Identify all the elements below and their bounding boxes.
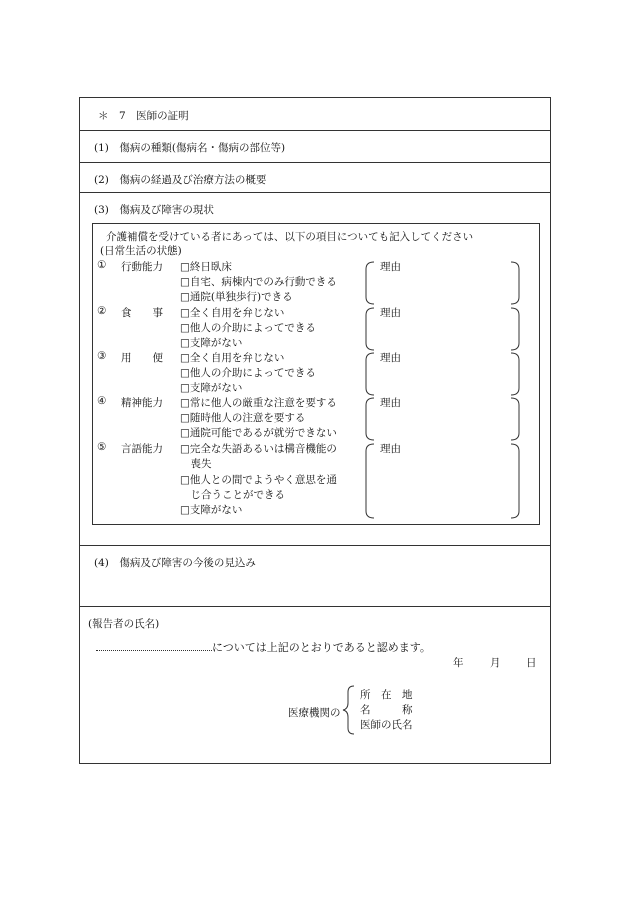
institution-prefix: 医療機関の [288,707,341,719]
category-1-right-bracket [510,261,520,305]
course-label: (2) 傷病の経過及び治療方法の概要 [94,174,267,186]
category-1-reason-label: 理由 [380,261,401,273]
care-compensation-box [92,223,540,525]
category-3-reason-label: 理由 [380,352,401,364]
category-4-reason-label: 理由 [380,397,401,409]
reporter-label: (報告者の氏名) [88,618,160,630]
status-row [80,193,550,546]
category-5-reason-label: 理由 [380,443,401,455]
institution-address-label: 所 在 地 [360,689,413,701]
category-5-option-1[interactable]: □完全な失語あるいは構音機能の [180,443,337,455]
category-2-num: ② [97,305,107,317]
category-1-option-2[interactable]: □自宅、病棟内でのみ行動できる [180,276,337,288]
category-5-left-bracket [365,443,375,519]
section-title: ＊ 7 医師の証明 [98,110,189,122]
category-3-left-bracket [365,352,375,396]
category-2-reason-label: 理由 [380,307,401,319]
category-2-left-bracket [365,307,375,351]
category-5-option-1-cont: 喪失 [180,458,212,470]
physician-name-label: 医師の氏名 [360,719,413,731]
category-1-option-3[interactable]: □通院(単独歩行)できる [180,291,293,303]
care-subtitle: (日常生活の状態) [100,245,182,257]
institution-name-label: 名 称 [360,704,413,716]
category-5-option-3[interactable]: □支障がない [180,504,243,516]
reporter-statement: については上記のとおりであると認めます。 [212,641,431,654]
category-3-num: ③ [97,350,107,362]
date-year-label: 年 [453,657,464,669]
reporter-name-line[interactable] [96,639,431,655]
category-2-option-1[interactable]: □全く自用を弁じない [180,307,285,319]
category-1-num: ① [97,259,107,271]
outlook-label: (4) 傷病及び障害の今後の見込み [94,557,256,569]
category-2-label: 食 事 [121,307,163,319]
institution-curly-brace [342,685,356,735]
physician-certificate-form [79,97,551,764]
reporter-name-dots[interactable] [96,641,212,651]
category-4-num: ④ [97,395,107,407]
category-5-right-bracket [510,443,520,519]
category-5-label: 言語能力 [121,443,163,455]
status-label: (3) 傷病及び障害の現状 [94,204,214,216]
injury-type-label: (1) 傷病の種類(傷病名・傷病の部位等) [94,142,286,154]
outlook-row[interactable] [80,546,550,607]
category-3-option-3[interactable]: □支障がない [180,382,243,394]
category-3-option-2[interactable]: □他人の介助によってできる [180,367,316,379]
reporter-section [80,607,550,765]
category-4-left-bracket [365,397,375,441]
care-intro: 介護補償を受けている者にあっては、以下の項目についても記入してください [106,231,474,243]
category-2-right-bracket [510,307,520,351]
category-2-option-2[interactable]: □他人の介助によってできる [180,322,316,334]
category-3-option-1[interactable]: □全く自用を弁じない [180,352,285,364]
category-4-option-3[interactable]: □通院可能であるが就労できない [180,427,337,439]
category-3-right-bracket [510,352,520,396]
category-1-option-1[interactable]: □終日臥床 [180,261,232,273]
category-1-left-bracket [365,261,375,305]
date-month-label: 月 [490,657,501,669]
category-1-label: 行動能力 [121,261,163,273]
category-4-option-2[interactable]: □随時他人の注意を要する [180,412,306,424]
category-5-option-2-cont: じ合うことができる [180,489,285,501]
course-row[interactable] [80,163,550,193]
category-2-option-3[interactable]: □支障がない [180,337,243,349]
category-4-label: 精神能力 [121,397,163,409]
category-3-label: 用 便 [121,352,163,364]
injury-type-row[interactable] [80,131,550,163]
category-4-option-1[interactable]: □常に他人の厳重な注意を要する [180,397,337,409]
section-title-row [80,98,550,131]
category-5-num: ⑤ [97,441,107,453]
date-day-label: 日 [526,657,537,669]
category-4-right-bracket [510,397,520,441]
category-5-option-2[interactable]: □他人との間でようやく意思を通 [180,474,337,486]
